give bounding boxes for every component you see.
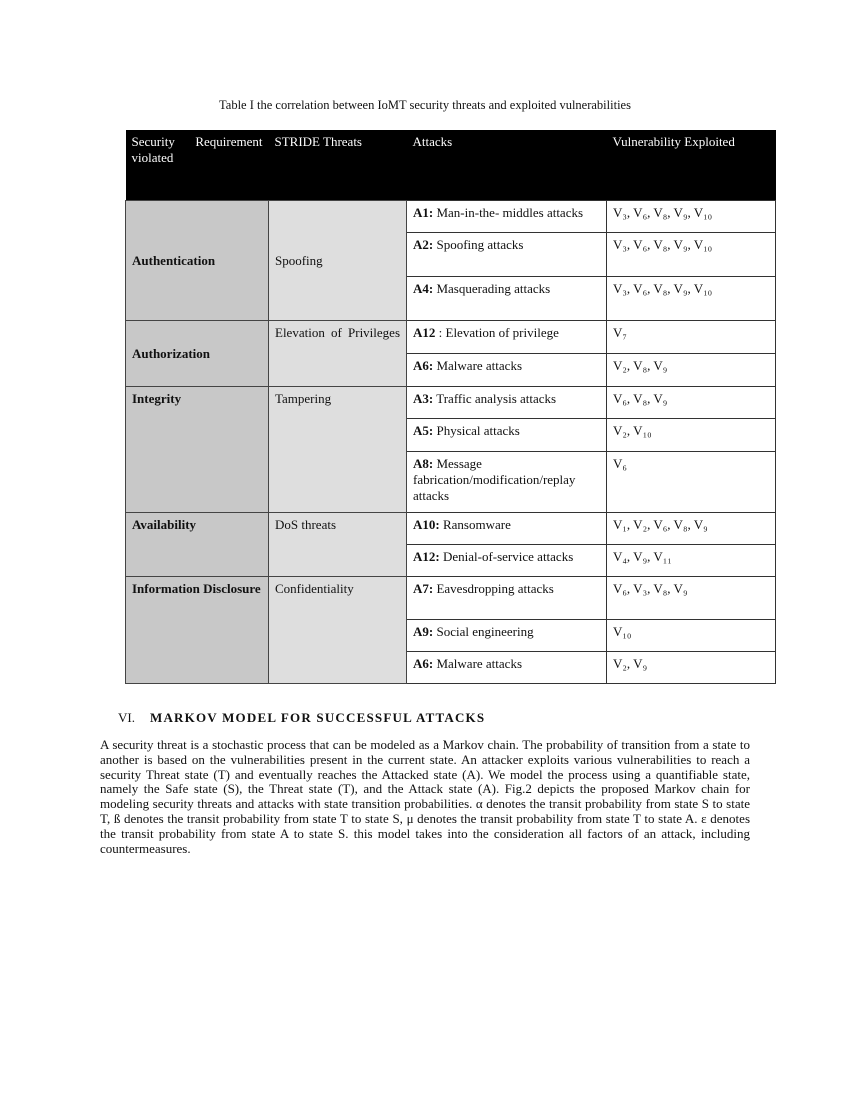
requirement-cell: Information Disclosure — [126, 577, 269, 684]
header-vulnerability: Vulnerability Exploited — [607, 130, 776, 201]
section-heading — [118, 710, 486, 726]
attack-cell — [407, 201, 607, 233]
requirement-cell: Authentication — [126, 201, 269, 321]
header-attacks: Attacks — [407, 130, 607, 201]
table-header-row — [126, 130, 776, 201]
table-row — [126, 321, 776, 354]
attack-cell — [407, 387, 607, 419]
attack-name: Eavesdropping attacks — [436, 581, 554, 596]
vulnerability-cell: V₃, V₆, V₈, V₉, V₁₀ — [607, 201, 776, 233]
attack-id: A8: — [413, 456, 434, 471]
table-row — [126, 577, 776, 620]
attack-name: Social engineering — [436, 624, 534, 639]
stride-cell: Tampering — [269, 387, 407, 513]
vulnerability-cell: V₃, V₆, V₈, V₉, V₁₀ — [607, 233, 776, 277]
header-requirement: Security Requirement violated — [126, 130, 269, 201]
vulnerability-cell: V₃, V₆, V₈, V₉, V₁₀ — [607, 277, 776, 321]
attack-id: A12 — [413, 325, 436, 340]
requirement-cell: Authorization — [126, 321, 269, 387]
attack-name: Masquerading attacks — [436, 281, 551, 296]
attack-id: A9: — [413, 624, 434, 639]
attack-cell — [407, 620, 607, 652]
attack-id: A5: — [413, 423, 434, 438]
vulnerability-cell: V₁, V₂, V₆, V₈, V₉ — [607, 513, 776, 545]
attack-id: A6: — [413, 656, 434, 671]
stride-cell: Elevation of Privileges — [269, 321, 407, 387]
vulnerability-cell: V₂, V₁₀ — [607, 419, 776, 452]
attack-id: A10: — [413, 517, 440, 532]
attack-id: A4: — [413, 281, 434, 296]
stride-cell: DoS threats — [269, 513, 407, 577]
attack-cell — [407, 419, 607, 452]
requirement-cell: Integrity — [126, 387, 269, 513]
attack-name: : Elevation of privilege — [438, 325, 559, 340]
attack-cell — [407, 652, 607, 684]
section-title: MARKOV MODEL FOR SUCCESSFUL ATTACKS — [150, 710, 486, 725]
section-number: VI. — [118, 710, 135, 725]
attack-cell — [407, 452, 607, 513]
attack-id: A3: — [413, 391, 434, 406]
attack-cell — [407, 513, 607, 545]
attack-cell — [407, 354, 607, 387]
attack-cell — [407, 277, 607, 321]
table-row — [126, 387, 776, 419]
vulnerability-cell: V₆, V₈, V₉ — [607, 387, 776, 419]
vulnerability-cell: V₁₀ — [607, 620, 776, 652]
vulnerability-cell: V₄, V₉, V₁₁ — [607, 545, 776, 577]
attack-id: A6: — [413, 358, 434, 373]
attack-cell — [407, 577, 607, 620]
attack-cell — [407, 233, 607, 277]
table-row — [126, 201, 776, 233]
attack-id: A12: — [413, 549, 440, 564]
attack-name: Spoofing attacks — [436, 237, 524, 252]
header-stride: STRIDE Threats — [269, 130, 407, 201]
table-row — [126, 513, 776, 545]
stride-cell: Spoofing — [269, 201, 407, 321]
attack-name: Physical attacks — [436, 423, 520, 438]
attack-name: Message fabrication/modification/replay attacks — [413, 456, 576, 503]
attack-id: A2: — [413, 237, 434, 252]
body-paragraph: A security threat is a stochastic process that can be modeled as a Markov chain. The probability of transition from a state to another is based on the vulnerabilities present in the current state. An attacker exploits various vulnerabilities to reach a security Threat state (T) and eventually reaches the Attacked state (A). We model the process using a quantifiable state, namely the Safe state (S), the Threat state (T), and the Attack state (A). Fig.2 depicts the proposed Markov chain for modeling security threats and attacks with state transition probabilities. α denotes the transit probability from state S to state T, ß denotes the transit probability from state T to state S, μ denotes the transit probability from state T to state A. ε denotes the transit probability from state A to state S. this model takes into the consideration all factors of an attack, including countermeasures. — [100, 737, 750, 856]
attack-name: Denial-of-service attacks — [442, 549, 574, 564]
vulnerability-cell: V₆ — [607, 452, 776, 513]
vulnerability-cell: V₇ — [607, 321, 776, 354]
attack-id: A1: — [413, 205, 434, 220]
attack-cell — [407, 321, 607, 354]
vulnerability-cell: V₂, V₉ — [607, 652, 776, 684]
threats-table — [125, 130, 776, 684]
stride-cell: Confidentiality — [269, 577, 407, 684]
attack-name: Malware attacks — [436, 358, 523, 373]
requirement-cell: Availability — [126, 513, 269, 577]
attack-name: Ransomware — [442, 517, 511, 532]
vulnerability-cell: V₆, V₃, V₈, V₉ — [607, 577, 776, 620]
attack-id: A7: — [413, 581, 434, 596]
attack-cell — [407, 545, 607, 577]
table-caption: Table I the correlation between IoMT security threats and exploited vulnerabilities — [219, 98, 631, 112]
attack-name: Man-in-the- middles attacks — [436, 205, 584, 220]
attack-name: Malware attacks — [436, 656, 523, 671]
vulnerability-cell: V₂, V₈, V₉ — [607, 354, 776, 387]
attack-name: Traffic analysis attacks — [436, 391, 557, 406]
